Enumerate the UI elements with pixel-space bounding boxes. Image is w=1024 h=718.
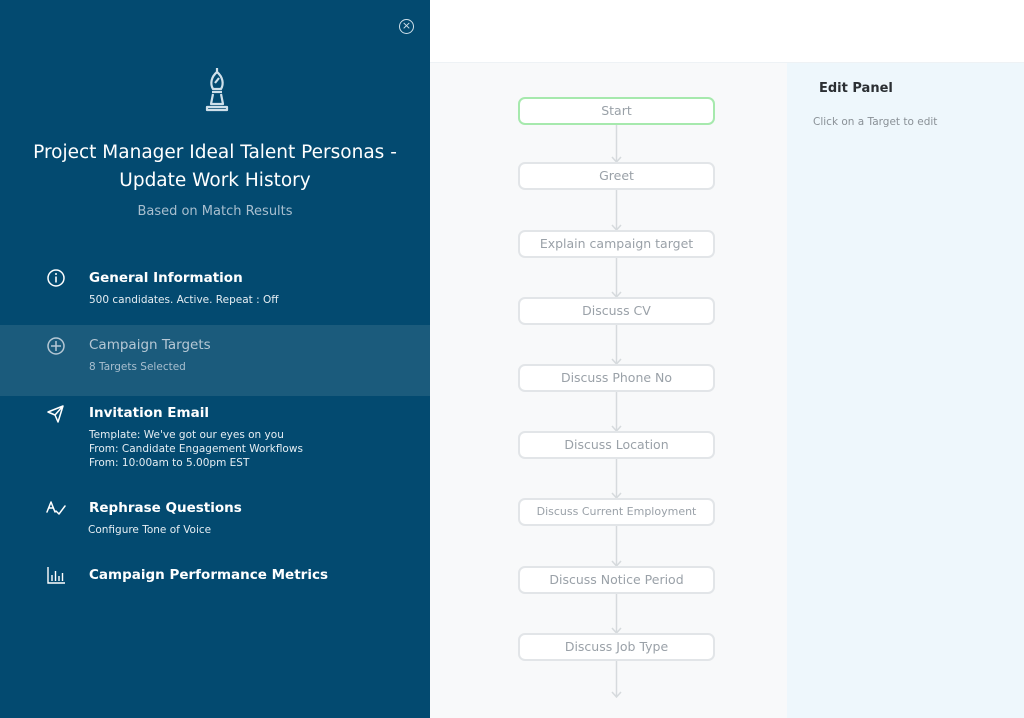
canvas-header <box>430 0 1024 63</box>
nav-item-general-information[interactable] <box>0 258 430 320</box>
wave-check-icon <box>46 498 66 518</box>
flow-node-discuss-notice-period[interactable]: Discuss Notice Period <box>518 566 715 594</box>
close-icon[interactable]: × <box>399 19 414 34</box>
bar-chart-icon <box>46 565 66 585</box>
flow-connector-arrow <box>612 325 621 364</box>
paper-plane-icon <box>46 404 66 424</box>
campaign-title-line: Project Manager Ideal Talent Personas - <box>33 142 397 163</box>
flow-connector-arrow <box>612 459 621 498</box>
flow-node-discuss-phone-no[interactable]: Discuss Phone No <box>518 364 715 392</box>
nav-item-title: Invitation Email <box>89 405 209 421</box>
email-template-line <box>89 429 284 441</box>
detail-label: From: <box>89 443 119 455</box>
detail-value: 10:00am to 5.00pm EST <box>118 457 250 469</box>
nav-item-title: Rephrase Questions <box>89 500 242 516</box>
info-icon <box>46 268 66 288</box>
campaign-subtitle: Based on Match Results <box>137 204 293 219</box>
nav-item-title: Campaign Targets <box>89 337 211 353</box>
flow-connector-arrow <box>612 125 621 162</box>
detail-label: From: <box>89 457 119 469</box>
detail-value: Candidate Engagement Workflows <box>118 443 303 455</box>
nav-item-invitation-email[interactable] <box>0 396 430 484</box>
detail-label: Template: <box>89 429 141 441</box>
flow-node-discuss-job-type[interactable]: Discuss Job Type <box>518 633 715 661</box>
campaign-title <box>0 139 430 195</box>
campaign-sidebar <box>0 0 430 718</box>
nav-item-title: Campaign Performance Metrics <box>89 567 328 583</box>
flow-connector-arrow <box>612 594 621 633</box>
flow-connector-arrow <box>612 258 621 297</box>
chess-bishop-icon <box>198 66 236 112</box>
flow-node-discuss-cv[interactable]: Discuss CV <box>518 297 715 325</box>
edit-panel-title: Edit Panel <box>819 81 893 96</box>
flow-connector-arrow <box>612 661 621 697</box>
edit-panel <box>787 63 1024 718</box>
nav-item-detail: 8 Targets Selected <box>89 361 186 373</box>
edit-panel-hint: Click on a Target to edit <box>813 116 938 128</box>
nav-item-rephrase-questions[interactable] <box>0 490 430 546</box>
flow-connector-arrow <box>612 190 621 230</box>
crosshair-icon <box>46 336 66 356</box>
nav-item-title: General Information <box>89 270 243 286</box>
flow-connector-arrow <box>612 526 621 566</box>
nav-item-campaign-performance-metrics[interactable] <box>0 556 430 596</box>
email-time-line <box>89 457 249 469</box>
nav-item-detail: Configure Tone of Voice <box>88 524 212 536</box>
flow-node-discuss-current-employment[interactable]: Discuss Current Employment <box>518 498 715 526</box>
detail-value: We've got our eyes on you <box>140 429 284 441</box>
flow-node-explain-campaign-target[interactable]: Explain campaign target <box>518 230 715 258</box>
flow-node-start[interactable]: Start <box>518 97 715 125</box>
flow-node-greet[interactable]: Greet <box>518 162 715 190</box>
email-from-line <box>89 443 303 455</box>
campaign-title-line: Update Work History <box>119 170 311 191</box>
flow-connector-arrow <box>612 392 621 431</box>
nav-item-detail: 500 candidates. Active. Repeat : Off <box>89 294 279 306</box>
flow-canvas[interactable] <box>430 63 787 718</box>
flow-node-discuss-location[interactable]: Discuss Location <box>518 431 715 459</box>
nav-item-campaign-targets[interactable] <box>0 325 430 396</box>
